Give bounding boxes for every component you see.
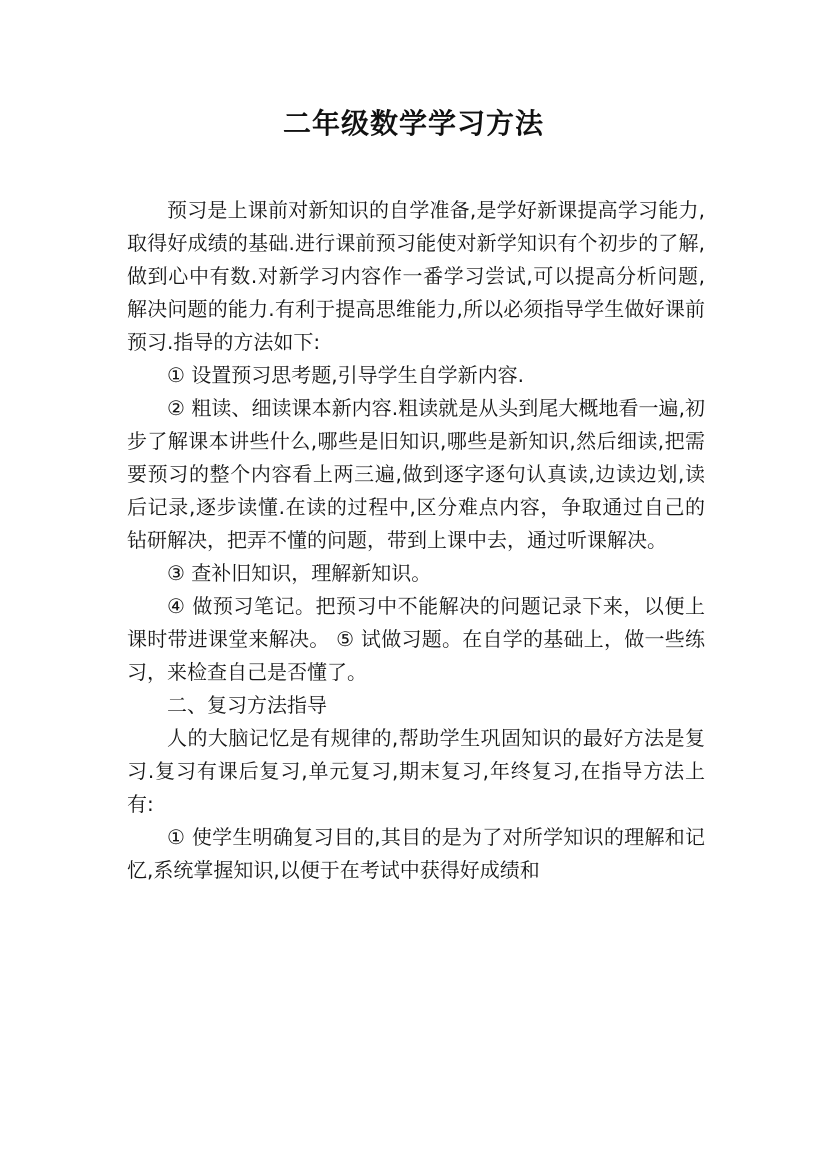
paragraph-review-intro: 人的大脑记忆是有规律的,帮助学生巩固知识的最好方法是复习.复习有课后复习,单元复习,期末复习,年终复习,在指导方法上有: bbox=[127, 726, 705, 816]
paragraph-step-1: ① 设置预习思考题,引导学生自学新内容. bbox=[167, 363, 525, 387]
paragraph-step-4-5: ④ 做预习笔记。把预习中不能解决的问题记录下来，以便上课时带进课堂来解决。 ⑤ 试做习题。在自学的基础上，做一些练习，来检查自己是否懂了。 bbox=[127, 594, 705, 684]
paragraph-step-2: ② 粗读、细读课本新内容.粗读就是从头到尾大概地看一遍,初步了解课本讲些什么,哪些是旧知识,哪些是新知识,然后细读,把需要预习的整个内容看上两三遍,做到逐字逐句认真读,边读边划,读后记录,逐步读懂.在读的过程中,区分难点内容，争取通过自己的钻研解决，把弄不懂的问题，带到上课中去，通过听课解决。 bbox=[127, 396, 705, 552]
paragraph-preview-intro: 预习是上课前对新知识的自学准备,是学好新课提高学习能力,取得好成绩的基础.进行课前预习能使对新学知识有个初步的了解,做到心中有数.对新学习内容作一番学习尝试,可以提高分析问题,解决问题的能力.有利于提高思维能力,所以必须指导学生做好课前预习.指导的方法如下: bbox=[127, 198, 705, 354]
paragraph-review-step-1: ① 使学生明确复习目的,其目的是为了对所学知识的理解和记忆,系统掌握知识,以便于在考试中获得好成绩和 bbox=[127, 825, 705, 882]
section-heading-review: 二、复习方法指导 bbox=[167, 693, 327, 717]
page-title: 二年级数学学习方法 bbox=[282, 107, 544, 140]
paragraph-step-3: ③ 查补旧知识，理解新知识。 bbox=[167, 561, 432, 585]
document-body bbox=[127, 194, 705, 887]
